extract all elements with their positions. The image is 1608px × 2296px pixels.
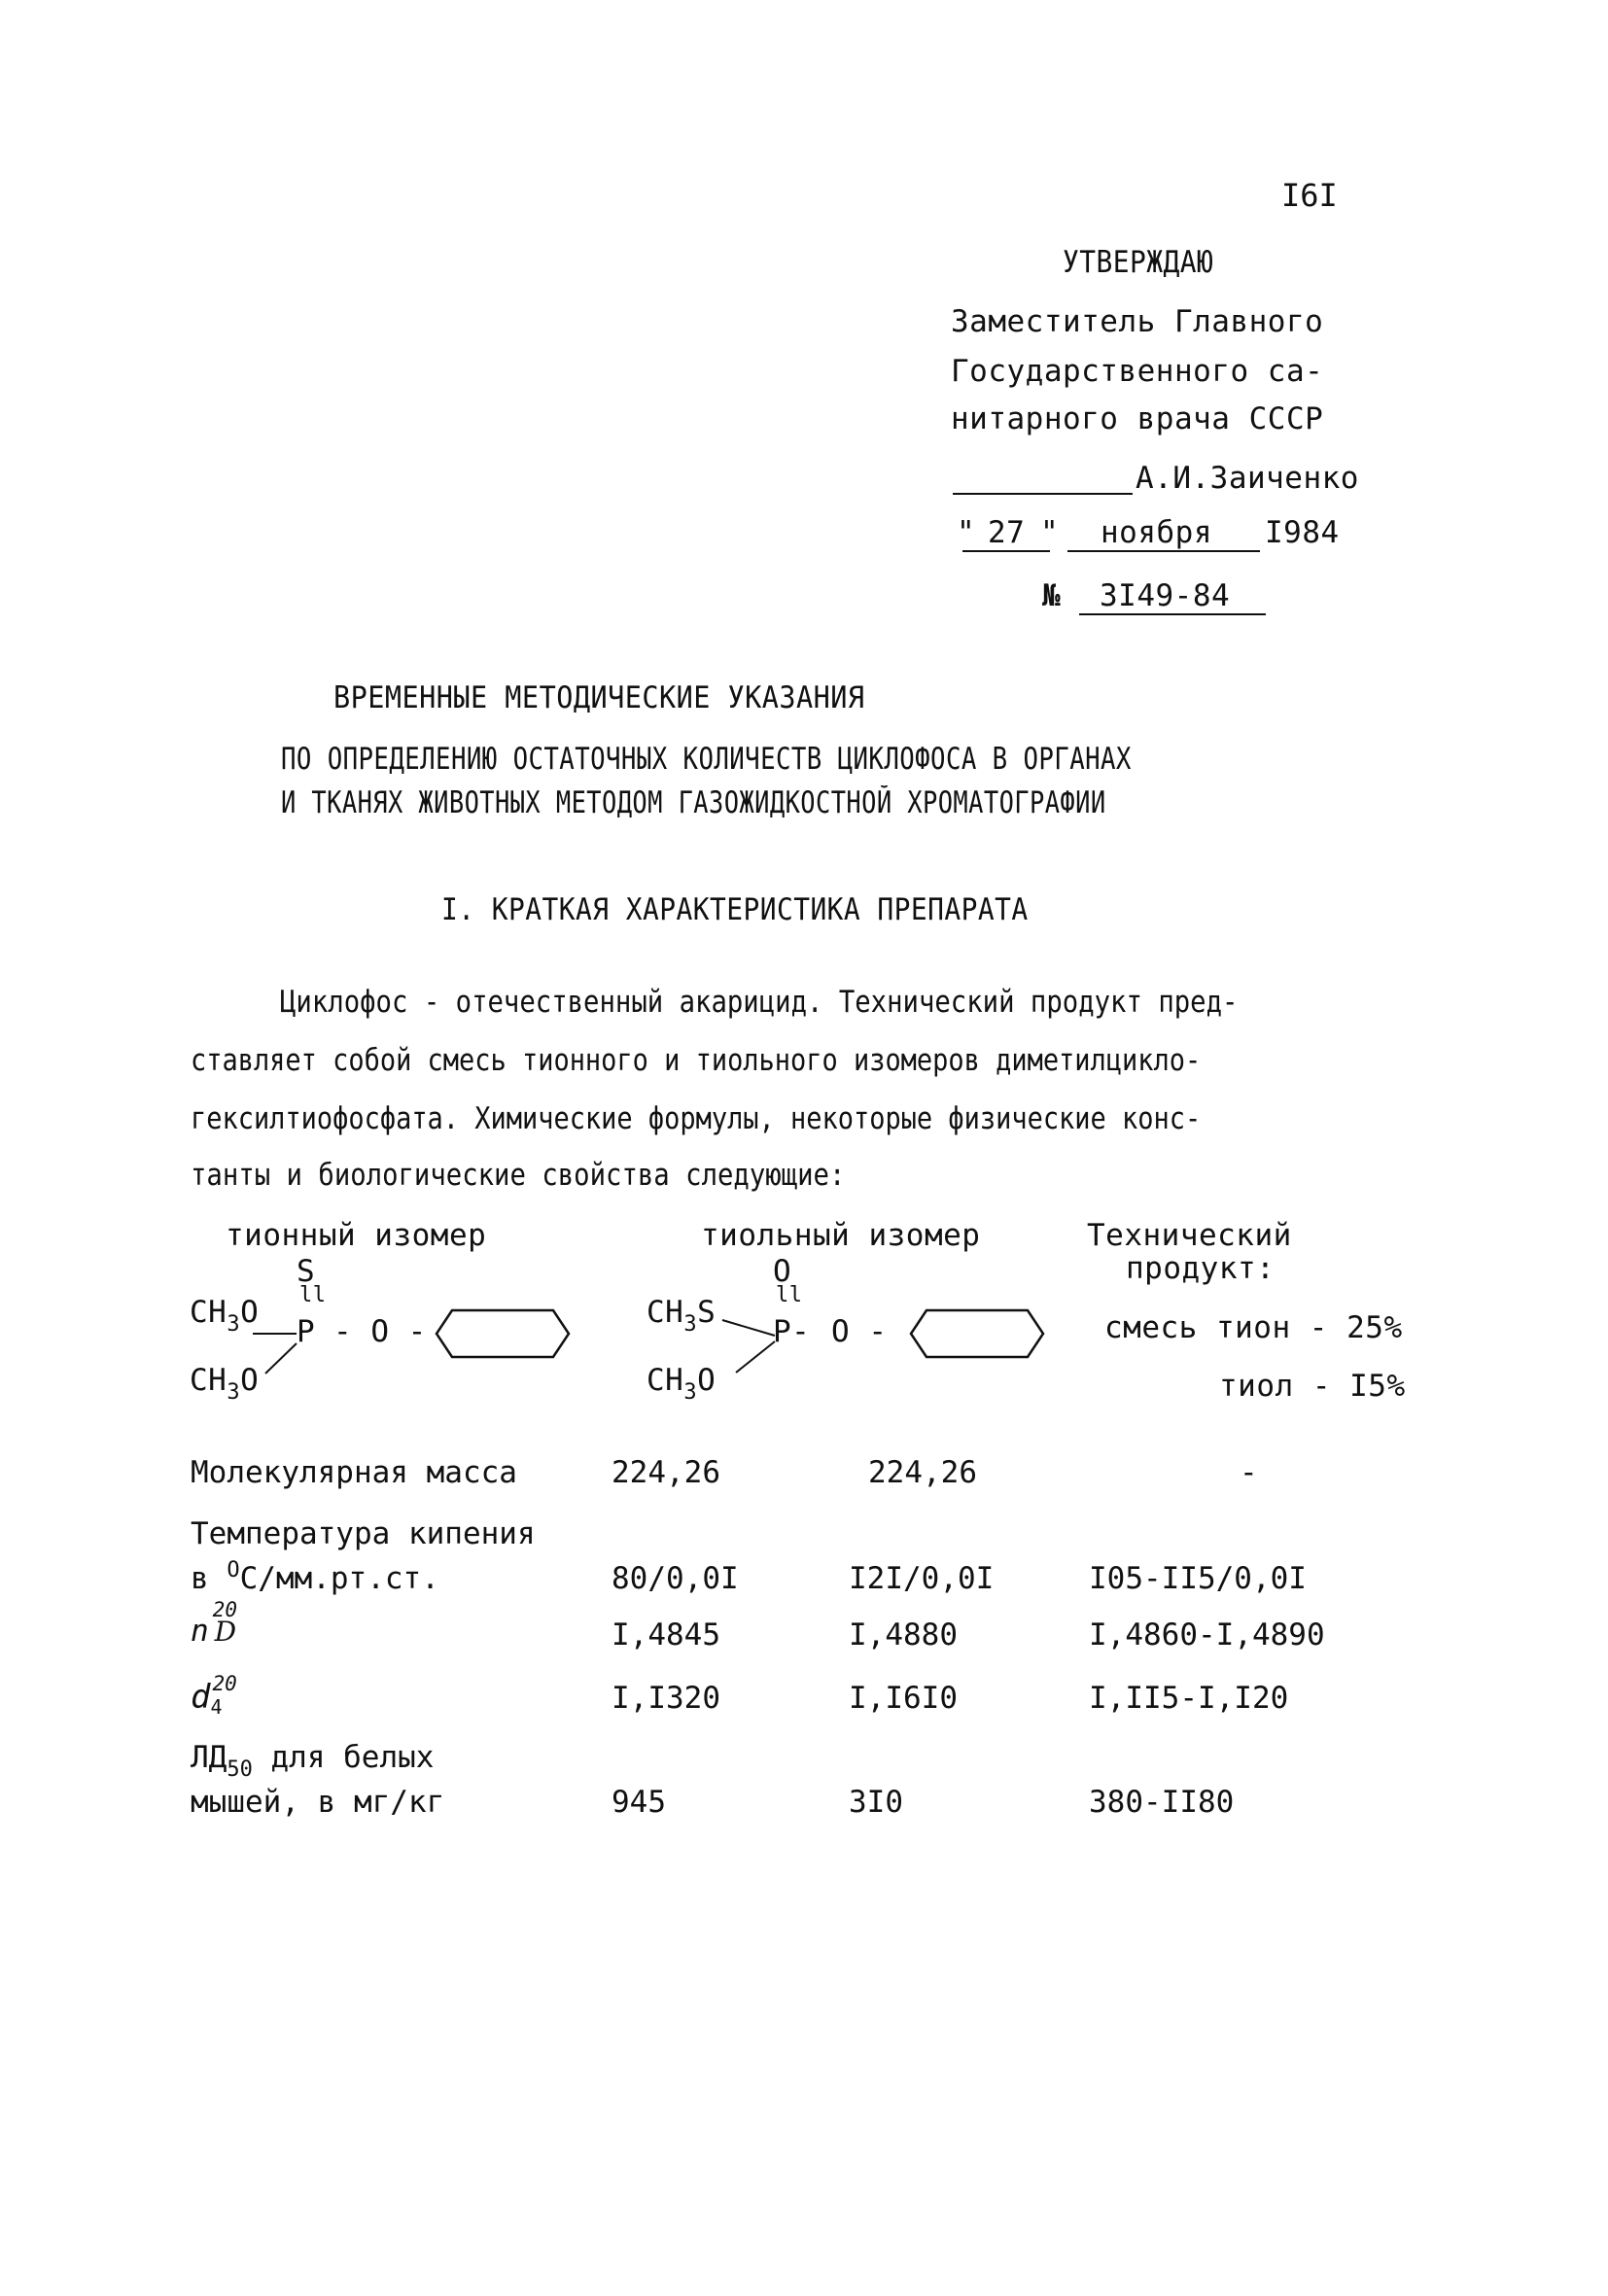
paragraph-line-1: Циклофос - отечественный акарицид. Технический продукт пред-: [280, 985, 1239, 1020]
thiol-ch3s-top-sub: 3: [683, 1312, 698, 1337]
boiling-label-unit: C/мм.рт.ст.: [239, 1561, 439, 1596]
property-boiling-thion: 80/0,0I: [612, 1561, 739, 1596]
density-subscript: 4: [210, 1695, 223, 1719]
doc-title-line-2: ПО ОПРЕДЕЛЕНИЮ ОСТАТОЧНЫХ КОЛИЧЕСТВ ЦИКЛОФОСА В ОРГАНАХ: [281, 742, 1132, 777]
density-superscript: 20: [212, 1672, 237, 1695]
boiling-label-degree: O: [227, 1558, 240, 1583]
property-molar-mass-thion: 224,26: [612, 1455, 720, 1490]
signatory-name: А.И.Заиченко: [1136, 461, 1359, 496]
column-header-thiol: тиольный изомер: [701, 1218, 981, 1253]
thiol-structural-formula: [647, 1254, 1055, 1405]
date-month-underline: [1067, 550, 1260, 552]
column-header-technical-1: Технический: [1087, 1218, 1292, 1253]
refraction-superscript: 20: [212, 1598, 237, 1621]
date-open-quote: ": [957, 515, 976, 550]
thiol-ch3o-bottom-o: O: [697, 1363, 717, 1398]
refraction-stack: [209, 1598, 242, 1648]
property-molar-mass-thiol: 224,26: [868, 1455, 977, 1490]
thion-ch3o-bottom-sub: 3: [227, 1380, 241, 1405]
thion-p-atom: P: [297, 1314, 316, 1349]
thiol-bonds: [715, 1314, 783, 1378]
property-refraction-tech: I,4860-I,4890: [1089, 1618, 1325, 1652]
paragraph-line-3: гексилтиофосфата. Химические формулы, некоторые физические конс-: [191, 1101, 1202, 1136]
paragraph-line-4: танты и биологические свойства следующие:: [191, 1158, 846, 1193]
doc-title-line-3: И ТКАНЯХ ЖИВОТНЫХ МЕТОДОМ ГАЗОЖИДКОСТНОЙ ХРОМАТОГРАФИИ: [281, 785, 1106, 820]
thiol-p-atom: P-: [773, 1314, 811, 1349]
thiol-ch3s-top-ch: CH: [647, 1295, 684, 1330]
approval-line-2: Государственного са-: [951, 354, 1324, 389]
thiol-cyclohexane-ring: [909, 1306, 1045, 1361]
property-density-label: [191, 1672, 245, 1719]
refraction-subscript: D: [214, 1616, 237, 1648]
column-header-technical-2: продукт:: [1126, 1251, 1276, 1286]
property-ld50-label-2: мышей, в мг/кг: [191, 1785, 445, 1820]
property-ld50-thion: 945: [612, 1785, 666, 1820]
date-day: 27: [988, 515, 1026, 550]
date-close-quote: ": [1040, 515, 1060, 550]
doc-title-line-1: ВРЕМЕННЫЕ МЕТОДИЧЕСКИЕ УКАЗАНИЯ: [333, 680, 865, 715]
number-sign: №: [1042, 578, 1062, 613]
property-refraction-label: [191, 1598, 242, 1649]
property-boiling-label-1: Температура кипения: [191, 1516, 536, 1551]
density-symbol: d: [191, 1678, 211, 1717]
thion-double-bond: ll: [299, 1283, 327, 1307]
thion-o-link: - O -: [333, 1314, 427, 1349]
property-density-tech: I,II5-I,I20: [1089, 1681, 1289, 1716]
property-density-thiol: I,I6I0: [849, 1681, 958, 1716]
document-number: 3I49-84: [1100, 578, 1231, 613]
property-molar-mass-label: Молекулярная масса: [191, 1455, 517, 1490]
property-boiling-thiol: I2I/0,0I: [849, 1561, 995, 1596]
thion-cyclohexane-ring: [435, 1306, 571, 1361]
thion-ch3o-top-ch: CH: [190, 1295, 227, 1330]
column-header-thion: тионный изомер: [226, 1218, 487, 1253]
thiol-ch3o-bottom: [647, 1363, 717, 1405]
property-density-thion: I,I320: [612, 1681, 720, 1716]
thion-ch3o-top-o: O: [240, 1295, 260, 1330]
thion-ch3o-top-sub: 3: [227, 1312, 241, 1337]
thion-s-atom: S: [297, 1254, 316, 1289]
thiol-ch3s-top: [647, 1295, 717, 1337]
thiol-o-atom: O: [773, 1254, 792, 1289]
density-stack: [210, 1672, 245, 1719]
mixture-line-1: смесь тион - 25%: [1104, 1310, 1403, 1345]
thiol-ch3s-top-s: S: [697, 1295, 717, 1330]
date-month: ноября: [1101, 515, 1212, 550]
thion-structural-formula: [190, 1254, 598, 1405]
section-heading: I. КРАТКАЯ ХАРАКТЕРИСТИКА ПРЕПАРАТА: [441, 892, 1029, 927]
ld50-prefix: ЛД: [191, 1740, 227, 1775]
property-ld50-tech: 380-II80: [1089, 1785, 1235, 1820]
mixture-line-2: тиол - I5%: [1219, 1369, 1406, 1404]
boiling-label-pre: в: [191, 1561, 227, 1596]
property-ld50-label-1: [191, 1740, 435, 1782]
approval-line-1: Заместитель Главного: [951, 304, 1324, 339]
thiol-ch3o-bottom-sub: 3: [683, 1380, 698, 1405]
property-refraction-thion: I,4845: [612, 1618, 720, 1652]
property-boiling-tech: I05-II5/0,0I: [1089, 1561, 1307, 1596]
paragraph-line-2: ставляет собой смесь тионного и тиольного изомеров диметилцикло-: [191, 1043, 1202, 1078]
thion-ch3o-bottom-o: O: [240, 1363, 260, 1398]
thion-ch3o-bottom-ch: CH: [190, 1363, 227, 1398]
refraction-symbol: n: [191, 1614, 209, 1649]
property-refraction-thiol: I,4880: [849, 1618, 958, 1652]
thion-ch3o-bottom: [190, 1363, 260, 1405]
document-number-underline: [1079, 613, 1266, 615]
date-year: I984: [1265, 515, 1340, 550]
approval-line-3: нитарного врача СССР: [951, 401, 1324, 436]
approval-title: УТВЕРЖДАЮ: [1063, 245, 1214, 280]
thiol-ch3o-bottom-ch: CH: [647, 1363, 684, 1398]
property-boiling-label-2: [191, 1558, 439, 1596]
thiol-o-link: O -: [831, 1314, 888, 1349]
signature-line: [953, 493, 1133, 495]
ld50-subscript: 50: [227, 1757, 253, 1782]
thiol-double-bond: ll: [776, 1283, 803, 1307]
page-number: I6I: [1281, 177, 1338, 214]
property-ld50-thiol: 3I0: [849, 1785, 903, 1820]
date-day-underline: [962, 550, 1050, 552]
ld50-suffix: для белых: [252, 1740, 435, 1775]
property-molar-mass-tech: -: [1240, 1455, 1258, 1490]
